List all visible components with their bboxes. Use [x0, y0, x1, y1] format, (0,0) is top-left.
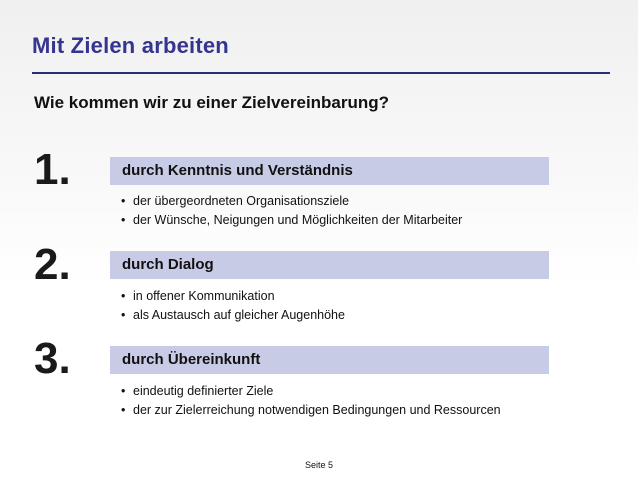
bullet-icon: • [121, 289, 126, 303]
step-2-bullet-list [121, 287, 345, 325]
slide-subtitle: Wie kommen wir zu einer Zielvereinbarung? [34, 93, 390, 112]
list-item [121, 192, 462, 211]
step-1-number: 1. [34, 145, 71, 194]
list-item [121, 211, 462, 230]
step-2-bar [110, 251, 549, 279]
list-item [121, 401, 501, 420]
list-item [121, 382, 501, 401]
step-2-number: 2. [34, 240, 71, 289]
step-1-bar [110, 157, 549, 185]
bullet-text: in offener Kommunikation [133, 289, 275, 303]
bullet-icon: • [121, 384, 126, 398]
bullet-text: der übergeordneten Organisationsziele [133, 194, 350, 208]
step-2-heading: durch Dialog [122, 256, 214, 273]
bullet-icon: • [121, 403, 126, 417]
step-1-bullet-list [121, 192, 462, 230]
step-1-heading: durch Kenntnis und Verständnis [122, 162, 353, 179]
step-3-number: 3. [34, 334, 71, 383]
bullet-text: als Austausch auf gleicher Augenhöhe [133, 308, 345, 322]
list-item [121, 306, 345, 325]
step-3-bar [110, 346, 549, 374]
title-divider [32, 72, 610, 74]
bullet-text: eindeutig definierter Ziele [133, 384, 274, 398]
bullet-text: der Wünsche, Neigungen und Möglichkeiten der Mitarbeiter [133, 213, 463, 227]
bullet-icon: • [121, 213, 126, 227]
bullet-icon: • [121, 308, 126, 322]
bullet-icon: • [121, 194, 126, 208]
list-item [121, 287, 345, 306]
bullet-text: der zur Zielerreichung notwendigen Bedingungen und Ressourcen [133, 403, 501, 417]
step-3-heading: durch Übereinkunft [122, 351, 261, 368]
slide-title: Mit Zielen arbeiten [32, 33, 229, 58]
page-number: Seite 5 [304, 460, 334, 470]
step-3-bullet-list [121, 382, 501, 420]
